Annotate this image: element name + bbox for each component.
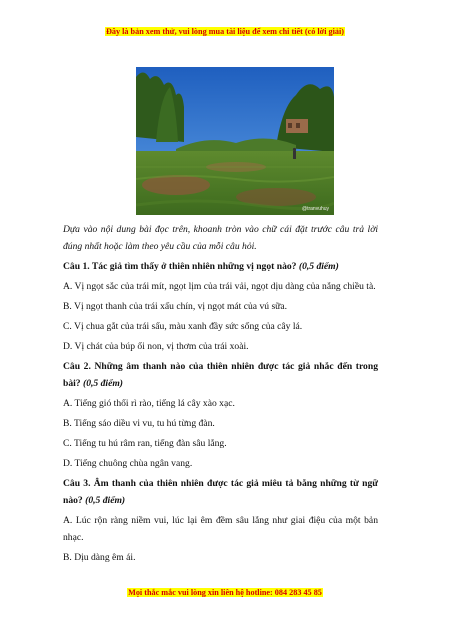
hotline-text: Mọi thắc mắc vui lòng xin liên hệ hotline: 084 283 45 85 <box>128 588 322 597</box>
question-3 <box>63 475 378 566</box>
question-title: Câu 3. Âm thanh của thiên nhiên được tác giả miêu tả bằng những từ ngữ nào? (0,5 điểm) <box>63 478 378 506</box>
question-2 <box>63 358 378 472</box>
option-a: A. Lúc rộn ràng niềm vui, lúc lại êm đềm sâu lắng như giai điệu của một bản nhạc. <box>63 515 378 543</box>
option-a: A. Vị ngọt sắc của trái mít, ngọt lịm của trái vải, ngọt dịu dàng của nắng chiều tà. <box>63 281 376 292</box>
landscape-photo <box>136 67 334 215</box>
hotline-footer <box>0 588 450 597</box>
option-c: C. Tiếng tu hú râm ran, tiếng đàn sâu lắng. <box>63 438 227 449</box>
option-a: A. Tiếng gió thổi rì rào, tiếng lá cây xào xạc. <box>63 398 235 409</box>
instructions: Dựa vào nội dung bài đọc trên, khoanh tròn vào chữ cái đặt trước câu trả lời đúng nhất hoặc làm theo yêu cầu của mỗi câu hỏi. <box>63 224 378 252</box>
photo-watermark: @tranvuhuy <box>302 206 330 212</box>
preview-notice <box>0 27 450 36</box>
option-b: B. Dịu dàng êm ái. <box>63 552 136 563</box>
option-d: D. Vị chát của búp ổi non, vị thơm của trái xoài. <box>63 341 249 352</box>
question-1 <box>63 258 378 355</box>
option-d: D. Tiếng chuông chùa ngân vang. <box>63 458 193 469</box>
question-title: Câu 1. Tác giả tìm thấy ở thiên nhiên những vị ngọt nào? (0,5 điểm) <box>63 261 339 272</box>
question-title: Câu 2. Những âm thanh nào của thiên nhiên được tác giả nhắc đến trong bài? (0,5 điểm) <box>63 361 378 389</box>
option-c: C. Vị chua gắt của trái sấu, màu xanh đầy sức sống của cây lá. <box>63 321 303 332</box>
worksheet-content <box>63 221 378 566</box>
option-b: B. Vị ngọt thanh của trái xấu chín, vị ngọt mát của vú sữa. <box>63 301 288 312</box>
option-b: B. Tiếng sáo diều vi vu, tu hú từng đàn. <box>63 418 215 429</box>
preview-notice-text: Đây là bản xem thử, vui lòng mua tài liệu để xem chi tiết (có lời giải) <box>105 27 344 36</box>
